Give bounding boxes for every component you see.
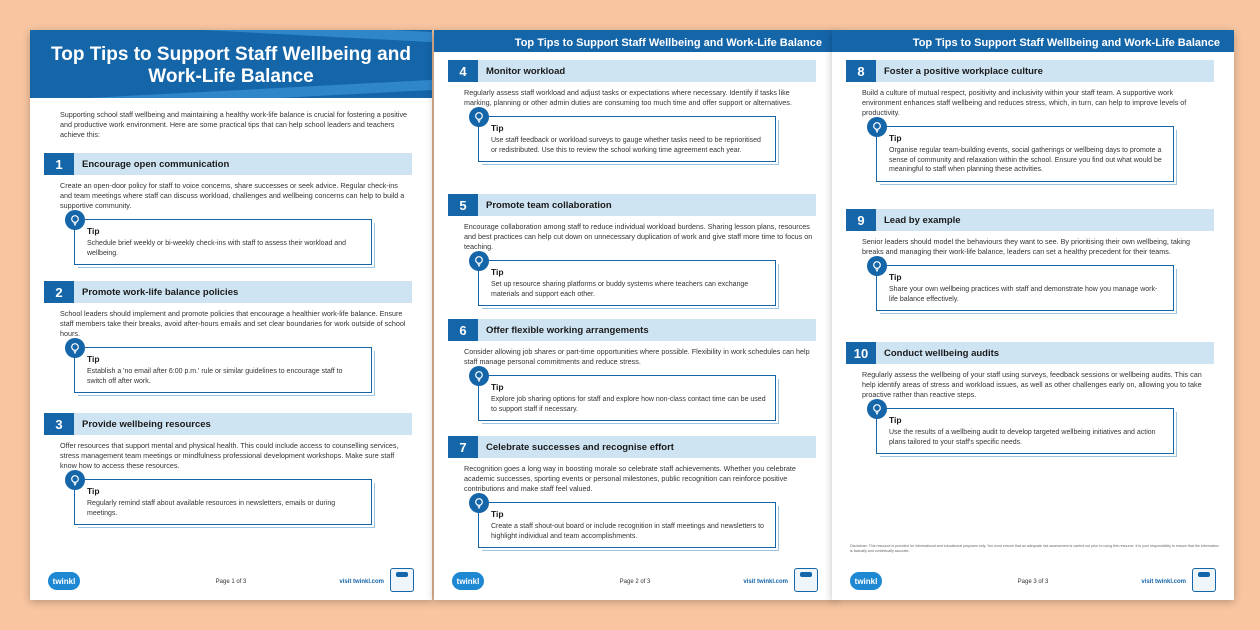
section-title: Promote team collaboration: [486, 199, 612, 211]
lightbulb-icon: [469, 493, 489, 513]
section-number: 2: [44, 281, 74, 303]
visit-link[interactable]: visit twinkl.com: [339, 579, 384, 585]
intro-paragraph: Supporting school staff wellbeing and maintaining a healthy work-life balance is crucial for fostering a positive and productive work environment. Here are some practical tips that can help school leaders and teachers achieve this:: [60, 110, 408, 139]
tip-label: Tip: [491, 509, 504, 519]
page-footer: [30, 560, 432, 600]
twinkl-logo[interactable]: twinkl: [48, 572, 80, 590]
tip-section-1: [44, 153, 412, 265]
tip-section-4: [448, 60, 816, 162]
tip-section-6: [448, 319, 816, 421]
section-number: 5: [448, 194, 478, 216]
twinkl-logo[interactable]: twinkl: [850, 572, 882, 590]
section-header: [846, 342, 1214, 364]
tip-label: Tip: [87, 354, 100, 364]
page-number: Page 2 of 3: [619, 579, 651, 585]
tip-label: Tip: [491, 267, 504, 277]
section-header: [44, 281, 412, 303]
tip-box: [478, 116, 776, 162]
section-header: [846, 60, 1214, 82]
lightbulb-icon: [65, 338, 85, 358]
tip-label: Tip: [889, 272, 902, 282]
section-body: Senior leaders should model the behaviours they want to see. By prioritising their own wellbeing, taking breaks and managing their work-life balance, leaders can set a healthy precedent for their teams.: [862, 237, 1191, 256]
section-number: 10: [846, 342, 876, 364]
tip-text: Schedule brief weekly or bi-weekly check-ins with staff to assess their workload and wellbeing.: [87, 240, 346, 257]
tip-box: [478, 260, 776, 306]
tip-box: [876, 126, 1174, 182]
section-number: 4: [448, 60, 478, 82]
tip-text: Create a staff shout-out board or include recognition in staff meetings and newsletters to highlight individual and team accomplishments.: [491, 523, 764, 540]
document-page-1: [30, 30, 432, 600]
tip-section-10: [846, 342, 1214, 454]
header-title: Top Tips to Support Staff Wellbeing and Work-Life Balance: [912, 37, 1220, 49]
lightbulb-icon: [867, 117, 887, 137]
section-title: Lead by example: [884, 214, 961, 226]
tip-text: Use staff feedback or workload surveys to gauge whether tasks need to be reprioritised or redistributed. Use this to review the school working time agreement each year.: [491, 137, 761, 154]
header-bar: [434, 30, 836, 52]
section-number: 6: [448, 319, 478, 341]
section-title: Conduct wellbeing audits: [884, 347, 1000, 359]
disclaimer-text: Disclaimer: This resource is provided for informational and educational purposes only. You must ensure that an adequate risk assessment is carried out prior to using this resource. It is your responsibility to ensure that the information is factually and contextually accurate.: [850, 544, 1219, 553]
header-title: Top Tips to Support Staff Wellbeing and Work-Life Balance: [514, 37, 822, 49]
section-number: 8: [846, 60, 876, 82]
lightbulb-icon: [65, 210, 85, 230]
section-title: Celebrate successes and recognise effort: [486, 441, 674, 453]
section-title: Encourage open communication: [82, 158, 230, 170]
quality-standard-seal-icon: [794, 568, 818, 592]
tip-box: [876, 408, 1174, 454]
tip-text: Regularly remind staff about available resources in newsletters, emails or during meetings.: [87, 500, 336, 517]
quality-standard-seal-icon: [1192, 568, 1216, 592]
section-title: Promote work-life balance policies: [82, 286, 239, 298]
tip-box: [74, 219, 372, 265]
tip-label: Tip: [491, 123, 504, 133]
section-title: Foster a positive workplace culture: [884, 65, 1043, 77]
tip-section-3: [44, 413, 412, 525]
tip-text: Explore job sharing options for staff and explore how non-class contact time can be used to support staff if necessary.: [491, 396, 766, 413]
section-header: [448, 194, 816, 216]
page-number: Page 1 of 3: [215, 579, 247, 585]
document-page-3: [832, 30, 1234, 600]
tip-text: Establish a 'no email after 6:00 p.m.' rule or similar guidelines to encourage staff to switch off after work.: [87, 368, 343, 385]
section-title: Offer flexible working arrangements: [486, 324, 649, 336]
twinkl-logo[interactable]: twinkl: [452, 572, 484, 590]
section-header: [44, 413, 412, 435]
section-body: School leaders should implement and promote policies that encourage a healthier work-life balance. Ensure staff members take their breaks, avoid after-hours emails and set clear boundaries for work outside of school hours.: [60, 309, 406, 338]
header-bar: [832, 30, 1234, 52]
document-page-2: [434, 30, 836, 600]
visit-link[interactable]: visit twinkl.com: [743, 579, 788, 585]
section-number: 3: [44, 413, 74, 435]
lightbulb-icon: [469, 251, 489, 271]
lightbulb-icon: [867, 399, 887, 419]
tip-label: Tip: [87, 226, 100, 236]
lightbulb-icon: [65, 470, 85, 490]
tip-label: Tip: [889, 133, 902, 143]
page-title: Top Tips to Support Staff Wellbeing and Work-Life Balance: [51, 44, 411, 87]
tip-text: Use the results of a wellbeing audit to develop targeted wellbeing initiatives and action plans tailored to your staff's specific needs.: [889, 429, 1156, 446]
tip-text: Share your own wellbeing practices with staff and demonstrate how you manage work-life balance effectively.: [889, 286, 1158, 303]
section-header: [44, 153, 412, 175]
tip-text: Organise regular team-building events, social gatherings or wellbeing days to promote a sense of community and relaxation within the school. Ensure you find out what would be meaningful to staff when planning these activities.: [889, 147, 1162, 173]
tip-section-2: [44, 281, 412, 393]
section-header: [846, 209, 1214, 231]
tip-box: [74, 347, 372, 393]
section-title: Provide wellbeing resources: [82, 418, 211, 430]
tip-label: Tip: [87, 486, 100, 496]
section-header: [448, 60, 816, 82]
section-body: Build a culture of mutual respect, positivity and inclusivity within your staff team. A supportive work environment enhances staff wellbeing and reduces stress, which, in turn, can help to improve levels of productivity.: [862, 88, 1187, 117]
tip-text: Set up resource sharing platforms or buddy systems where teachers can exchange materials and support each other.: [491, 281, 749, 298]
tip-label: Tip: [491, 382, 504, 392]
section-number: 7: [448, 436, 478, 458]
page-footer: [832, 560, 1234, 600]
tip-section-8: [846, 60, 1214, 182]
tip-box: [74, 479, 372, 525]
page-footer: [434, 560, 836, 600]
tip-box: [478, 502, 776, 548]
visit-link[interactable]: visit twinkl.com: [1141, 579, 1186, 585]
section-number: 9: [846, 209, 876, 231]
tip-section-5: [448, 194, 816, 306]
section-body: Encourage collaboration among staff to reduce individual workload burdens. Sharing lesson plans, resources and best practices can help cut down on unnecessary duplication of work and give staff more time to focus on teaching.: [464, 222, 813, 251]
section-body: Regularly assess staff workload and adjust tasks or expectations where necessary. Identify if tasks like marking, planning or other admin duties are consuming too much time and offer support or alternatives.: [464, 88, 792, 107]
tip-section-7: [448, 436, 816, 548]
lightbulb-icon: [867, 256, 887, 276]
section-header: [448, 436, 816, 458]
tip-box: [876, 265, 1174, 311]
title-banner: [30, 30, 432, 98]
quality-standard-seal-icon: [390, 568, 414, 592]
tip-box: [478, 375, 776, 421]
lightbulb-icon: [469, 366, 489, 386]
section-number: 1: [44, 153, 74, 175]
tip-label: Tip: [889, 415, 902, 425]
section-body: Offer resources that support mental and physical health. This could include access to counselling services, stress management team meetings or mindfulness professional development workshops. Make sure staff know how to access these resources.: [60, 441, 399, 470]
section-title: Monitor workload: [486, 65, 566, 77]
section-header: [448, 319, 816, 341]
page-number: Page 3 of 3: [1017, 579, 1049, 585]
section-body: Recognition goes a long way in boosting morale so celebrate staff achievements. Whether you celebrate academic successes, sporting events or personal milestones, public recognition can reinforce positive contributions and make staff feel valued.: [464, 464, 796, 493]
tip-section-9: [846, 209, 1214, 311]
section-body: Consider allowing job shares or part-time opportunities where possible. Flexibility in work schedules can help staff manage personal commitments and reduce stress.: [464, 347, 810, 366]
lightbulb-icon: [469, 107, 489, 127]
section-body: Create an open-door policy for staff to voice concerns, share successes or seek advice. Regular check-ins and team meetings where staff can discuss workload, challenges and wellbeing concerns can help to build a supportive community.: [60, 181, 405, 210]
section-body: Regularly assess the wellbeing of your staff using surveys, feedback sessions or wellbeing audits. This can help identify areas of stress and workload issues, as well as other challenges early on, allowing you to take proactive rather than reactive steps.: [862, 370, 1202, 399]
